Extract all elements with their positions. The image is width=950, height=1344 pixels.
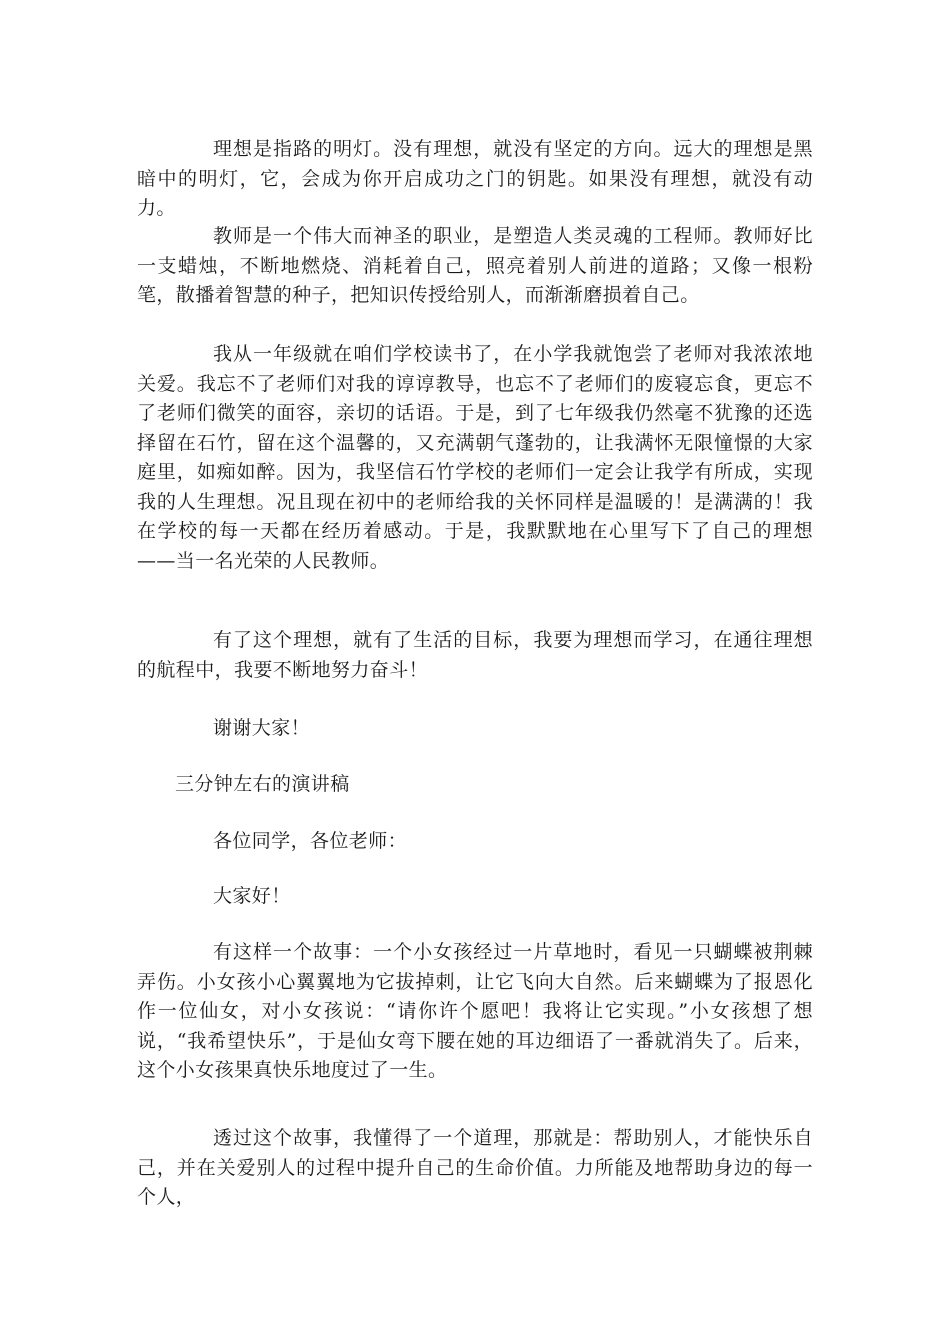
paragraph-teacher-profession: 教师是一个伟大而神圣的职业，是塑造人类灵魂的工程师。教师好比一支蜡烛，不断地燃烧、消耗着自己，照亮着别人前进的道路；又像一根粉笔，散播着智慧的种子，把知识传授给别人，而渐渐磨损着自己。: [137, 225, 813, 306]
greeting-audience: 各位同学，各位老师：: [213, 830, 408, 852]
paragraph-butterfly-story: 有这样一个故事：一个小女孩经过一片草地时，看见一只蝴蝶被荆棘弄伤。小女孩小心翼翼地为它拔掉刺，让它飞向大自然。后来蝴蝶为了报恩化作一位仙女，对小女孩说：“请你许个愿吧！我将让它实现。”小女孩想了想说，“我希望快乐”，于是仙女弯下腰在她的耳边细语了一番就消失了。后来，这个小女孩果真快乐地度过了一生。: [137, 941, 813, 1081]
greeting-hello: 大家好！: [213, 885, 291, 907]
closing-thanks: 谢谢大家！: [213, 717, 311, 739]
paragraph-ideal-lamp: 理想是指路的明灯。没有理想，就没有坚定的方向。远大的理想是黑暗中的明灯，它，会成为你开启成功之门的钥匙。如果没有理想，就没有动力。: [137, 138, 813, 219]
paragraph-school-memories: 我从一年级就在咱们学校读书了，在小学我就饱尝了老师对我浓浓地关爱。我忘不了老师们对我的谆谆教导，也忘不了老师们的废寝忘食，更忘不了老师们微笑的面容，亲切的话语。于是，到了七年级我仍然毫不犹豫的还选择留在石竹，留在这个温馨的，又充满朝气蓬勃的，让我满怀无限憧憬的大家庭里，如痴如醉。因为，我坚信石竹学校的老师们一定会让我学有所成，实现我的人生理想。况且现在初中的老师给我的关怀同样是温暖的！是满满的！我在学校的每一天都在经历着感动。于是，我默默地在心里写下了自己的理想——当一名光荣的人民教师。: [137, 343, 813, 572]
paragraph-goal: 有了这个理想，就有了生活的目标，我要为理想而学习，在通往理想的航程中，我要不断地努力奋斗！: [137, 629, 813, 681]
paragraph-story-lesson: 透过这个故事，我懂得了一个道理，那就是：帮助别人，才能快乐自己，并在关爱别人的过程中提升自己的生命价值。力所能及地帮助身边的每一个人，: [137, 1127, 813, 1208]
section-title: 三分钟左右的演讲稿: [175, 773, 350, 795]
